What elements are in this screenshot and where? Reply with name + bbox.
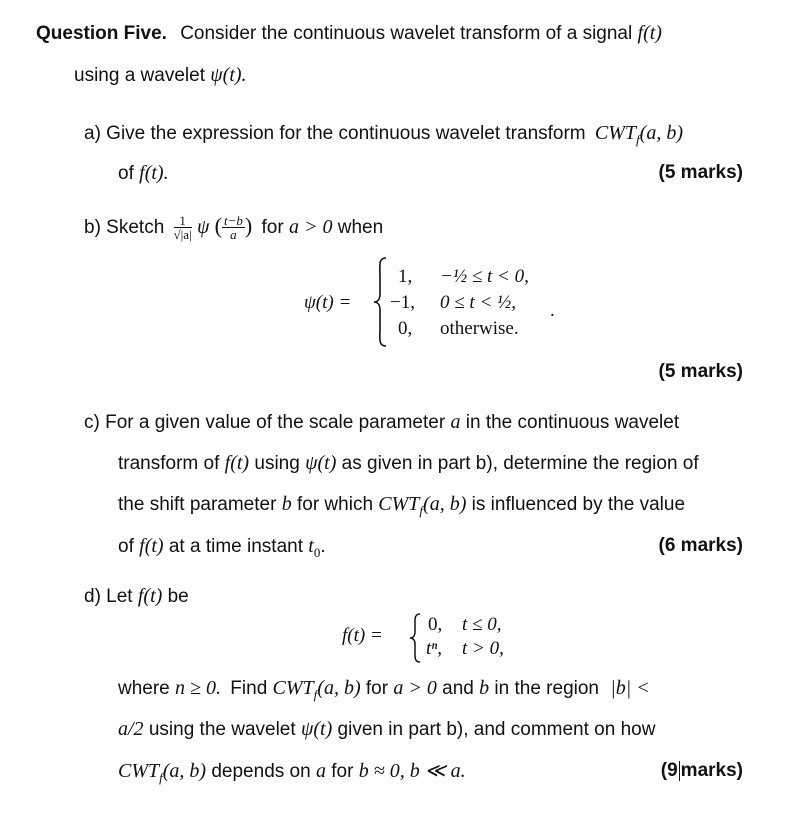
part-c-l2-mid: using bbox=[254, 453, 300, 474]
part-d-l4-cwt bbox=[118, 760, 207, 785]
psi-case-2-val: −1, bbox=[390, 292, 415, 313]
t-symbol: t bbox=[308, 535, 314, 557]
part-b-for: for bbox=[261, 217, 284, 238]
part-b-text: b) Sketch bbox=[84, 217, 165, 238]
part-c-l4-t0 bbox=[308, 535, 321, 560]
cwt-sub: f bbox=[313, 687, 318, 702]
question-title: Question Five. bbox=[36, 23, 167, 44]
part-d-l2-absb: |b| < bbox=[610, 677, 650, 699]
part-d-l4-mid: depends on bbox=[211, 761, 311, 782]
part-b-inner-frac bbox=[222, 214, 245, 241]
part-c-l3-pre: the shift parameter bbox=[118, 494, 277, 515]
part-c-l1-post: in the continuous wavelet bbox=[465, 412, 680, 433]
part-c-l4-f: f(t) bbox=[139, 535, 164, 557]
part-d-marks bbox=[661, 760, 743, 782]
part-d-l3-a2: a/2 bbox=[118, 718, 144, 740]
part-d-l1-f: f(t) bbox=[137, 585, 163, 607]
intro-text-2: using a wavelet bbox=[74, 65, 205, 86]
part-d-line-3 bbox=[118, 718, 655, 741]
frac-num: 1 bbox=[174, 214, 192, 228]
part-c-l2-pre: transform of bbox=[118, 453, 220, 474]
intro-math-psi: ψ(t). bbox=[210, 64, 247, 86]
marks-post: marks) bbox=[680, 760, 743, 781]
part-c-l3-mid: for which bbox=[296, 494, 374, 515]
psi-trailing-dot: . bbox=[550, 300, 555, 321]
intro-line-2 bbox=[74, 64, 247, 87]
part-b-marks: (5 marks) bbox=[658, 361, 743, 382]
part-c-line-1 bbox=[84, 411, 679, 434]
part-c-line-4 bbox=[118, 535, 326, 564]
part-c-l3-cwt bbox=[378, 493, 467, 518]
cwt-sub: f bbox=[419, 503, 424, 518]
inner-num: t−b bbox=[223, 213, 243, 229]
t-sub: 0 bbox=[313, 545, 321, 560]
part-c-line-3 bbox=[118, 493, 685, 522]
part-b-paren-open: ( bbox=[214, 213, 222, 238]
cwt-args: (a, b) bbox=[317, 677, 361, 699]
f-case-1-val: 0, bbox=[428, 614, 443, 635]
part-c-l2-post: as given in part b), determine the region of bbox=[341, 453, 699, 474]
part-d-l3-psi: ψ(t) bbox=[300, 718, 333, 740]
part-d-l3-post: given in part b), and comment on how bbox=[337, 719, 656, 740]
psi-case-3-cond: otherwise. bbox=[440, 318, 519, 339]
intro-text-1: Consider the continuous wavelet transform of a signal bbox=[180, 23, 633, 44]
part-d-l2-find: Find bbox=[230, 678, 268, 699]
part-d-line-2 bbox=[118, 677, 650, 706]
intro-math-f: f(t) bbox=[637, 22, 662, 44]
part-c-l1-a: a bbox=[450, 411, 461, 433]
part-d-l2-b: b bbox=[479, 677, 490, 699]
part-b-cond: a > 0 bbox=[288, 216, 333, 238]
part-a-line-2 bbox=[118, 162, 169, 185]
psi-case-3-val: 0, bbox=[398, 318, 413, 339]
part-c-l4-pre: of bbox=[118, 536, 134, 557]
brace-svg bbox=[408, 612, 422, 664]
part-c-l3-post: is influenced by the value bbox=[471, 494, 686, 515]
part-c-l4-mid: at a time instant bbox=[168, 536, 303, 557]
part-a-text: a) Give the expression for the continuous wavelet transform bbox=[84, 123, 586, 144]
part-c-marks: (6 marks) bbox=[658, 535, 743, 556]
f-def-brace bbox=[408, 612, 422, 670]
marks-pre: (9 bbox=[660, 760, 678, 781]
cwt-symbol: CWT bbox=[118, 760, 160, 782]
part-d-line-4 bbox=[118, 760, 466, 789]
part-d-l4-a: a bbox=[315, 760, 326, 782]
part-b-line-1 bbox=[84, 211, 383, 243]
text-cursor bbox=[679, 761, 680, 781]
part-d-l2-cwt bbox=[272, 677, 361, 702]
f-case-1-cond: t ≤ 0, bbox=[462, 614, 502, 635]
part-d-l4-cond: b ≈ 0, b ≪ a. bbox=[358, 760, 466, 782]
part-c-l1-pre: c) For a given value of the scale parameter bbox=[84, 412, 446, 433]
cwt-symbol: CWT bbox=[378, 493, 420, 515]
part-a-f: f(t). bbox=[139, 162, 169, 184]
cwt-args: (a, b) bbox=[639, 122, 683, 144]
part-a-cwt bbox=[594, 122, 683, 147]
cwt-sub: f bbox=[636, 132, 640, 147]
part-a-of: of bbox=[118, 163, 134, 184]
brace-svg bbox=[372, 256, 388, 348]
part-d-line-1 bbox=[84, 585, 189, 608]
part-b-when: when bbox=[337, 217, 384, 238]
psi-def-lhs: ψ(t) = bbox=[304, 292, 352, 313]
psi-case-1-val: 1, bbox=[398, 266, 413, 287]
part-d-l2-n: n ≥ 0. bbox=[175, 677, 222, 699]
psi-def-brace bbox=[372, 256, 388, 354]
part-c-l3-b: b bbox=[281, 493, 292, 515]
part-b-fraction bbox=[174, 214, 192, 241]
cwt-symbol: CWT bbox=[594, 122, 637, 144]
cwt-args: (a, b) bbox=[423, 493, 467, 515]
part-d-l2-and: and bbox=[442, 678, 474, 699]
part-c-l2-f: f(t) bbox=[224, 452, 250, 474]
psi-case-1-cond: −½ ≤ t < 0, bbox=[440, 266, 529, 287]
part-d-l1-pre: d) Let bbox=[84, 586, 133, 607]
cwt-symbol: CWT bbox=[272, 677, 314, 699]
psi-case-2-cond: 0 ≤ t < ½, bbox=[440, 292, 517, 313]
part-d-l4-for: for bbox=[331, 761, 354, 782]
part-c-l4-dot: . bbox=[320, 536, 326, 557]
part-d-l2-a: a > 0 bbox=[393, 677, 437, 699]
part-d-l2-post: in the region bbox=[494, 678, 599, 699]
part-c-l2-psi: ψ(t) bbox=[305, 452, 337, 474]
f-case-2-val: tⁿ, bbox=[426, 638, 443, 659]
part-c-line-2 bbox=[118, 452, 699, 475]
part-d-l1-post: be bbox=[167, 586, 189, 607]
part-b-psi: ψ bbox=[196, 216, 210, 238]
part-a-line-1 bbox=[84, 122, 683, 151]
cwt-sub: f bbox=[159, 770, 163, 785]
part-b-paren-close: ) bbox=[244, 213, 253, 238]
f-case-2-cond: t > 0, bbox=[462, 638, 504, 659]
f-def-lhs: f(t) = bbox=[342, 625, 383, 646]
cwt-args: (a, b) bbox=[162, 760, 207, 782]
question-header bbox=[36, 22, 662, 45]
part-d-l2-for: for bbox=[365, 678, 389, 699]
part-d-l2-pre: where bbox=[118, 678, 170, 699]
part-a-marks: (5 marks) bbox=[658, 162, 743, 183]
frac-den: √|a| bbox=[173, 227, 192, 243]
part-d-l3-mid: using the wavelet bbox=[148, 719, 296, 740]
inner-den: a bbox=[230, 227, 237, 243]
